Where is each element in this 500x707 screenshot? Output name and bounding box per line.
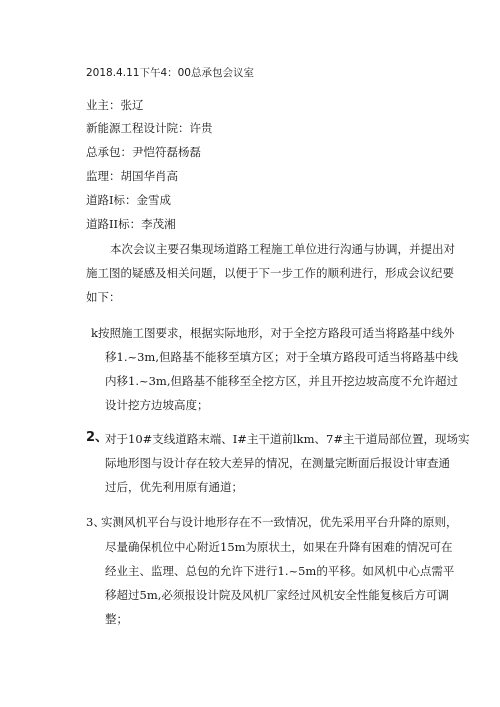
item-line: 移超过5m,必须报设计院及风机厂家经过风机安全性能复核后方可调 — [105, 588, 449, 602]
item-line: 经业主、监理、总包的允许下进行1.~5m的平移。如风机中心点需平 — [105, 564, 455, 578]
item-line: 整； — [105, 612, 128, 626]
intro-line: 施工图的疑感及相关问题，以便于下一步工作的顺利进行，形成会议纪要 — [86, 266, 454, 280]
item-line: 尽量确保机位中心附近15m为原状土，如果在升降有困难的情况可在 — [105, 540, 453, 554]
item-line: 设计挖方边坡高度； — [105, 398, 209, 412]
item-line: 对于10#支线道路末端、I#主干道前lkm、7#主干道局部位置，现场实 — [105, 432, 470, 446]
item-line: 过后，优先利用原有通道； — [105, 480, 243, 494]
intro-line: 本次会议主要召集现场道路工程施工单位进行沟通与协调，并提出对 — [110, 242, 455, 256]
meeting-header: 2018.4.11下午4：00总承包会议室 — [86, 67, 254, 79]
item-line: 内移1.~3m,但路基不能移至全挖方区，并且开挖边坡高度不允许超过 — [105, 374, 458, 388]
item-line: 按照施工图要求，根据实际地形，对于全挖方路段可适当将路基中线外 — [98, 326, 455, 340]
attendee-supervisor: 监理：胡国华肖高 — [86, 169, 178, 183]
attendee-owner: 业主：张辽 — [86, 98, 144, 112]
item-number: 3、 — [86, 515, 105, 529]
attendee-road-section-1: 道路I标：金雪成 — [86, 193, 172, 207]
attendee-design-institute: 新能源工程设计院：许贵 — [86, 121, 213, 135]
attendee-general-contractor: 总承包：尹恺符磊杨磊 — [86, 145, 201, 159]
item-number: k — [91, 326, 98, 340]
item-line: 际地形图与设计存在较大差异的情况，在测量完断面后报设计审查通 — [105, 456, 450, 470]
item-number: 2、 — [86, 430, 109, 445]
intro-line: 如下： — [86, 290, 121, 304]
item-line: 实测风机平台与设计地形存在不一致情况，优先采用平台升降的原则， — [101, 515, 458, 529]
attendee-road-section-2: 道路II标：李茂湘 — [86, 217, 176, 231]
item-line: 移1.~3m,但路基不能移至填方区；对于全填方路段可适当将路基中线 — [105, 350, 458, 364]
